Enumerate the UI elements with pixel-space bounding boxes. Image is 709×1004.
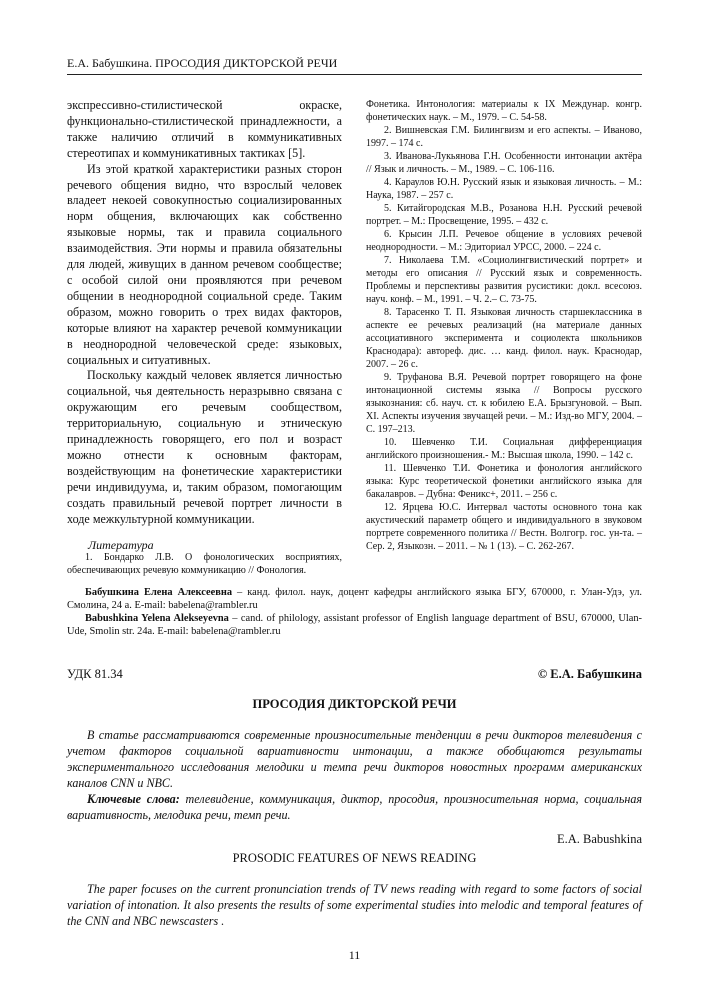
reference-item: 4. Караулов Ю.Н. Русский язык и языковая личность. – М.: Наука, 1987. – 257 с. — [366, 177, 642, 201]
abstract-ru-text: В статье рассматриваются современные произносительные тенденции в речи дикторов телевидения с учетом факторов социальной вариативности интонации, а также обобщаются результаты экспериментального исследования мелодики и темпа речи дикторов новостных программ американских каналов CNN и NBC. — [67, 728, 642, 790]
reference-item: 3. Иванова-Лукьянова Г.Н. Особенности интонации актёра // Язык и личность. – М., 1989. – С. 106-116. — [366, 151, 642, 175]
reference-item: 12. Ярцева Ю.С. Интервал частоты основного тона как акустический параметр общего и индивидуального в звуковом портрете современного политика // Вестн. Волгогр. гос. ун-та. – Сер. 2, Языкозн. – 2011. – № 1 (13). – С. 262-267. — [366, 502, 642, 552]
reference-item: 8. Тарасенко Т. П. Языковая личность старшеклассника в аспекте ее речевых реализаций (на материале данных ассоциативного эксперимента и социолекта школьников Краснодара): автореф. дис. … канд. филол. наук. Краснодар, 2007. – 26 с. — [366, 307, 642, 370]
body-paragraph: Из этой краткой характеристики разных сторон речевого общения видно, что взрослый человек владеет некоей совокупностью социализированных норм общения, включающих как собственно языковые нормы, так и правила социального взаимодействия. Эти нормы и правила обязательны для людей, живущих в данном речевом сообществе; с особой силой они проявляются при речевом общении в неоднородной социальной среде. Таким образом, можно говорить о трех видах факторов, которые влияют на характер речевой коммуникации в неоднородной человеческой среде: языковых, социальных и ситуативных. — [67, 161, 342, 367]
right-column-references — [366, 98, 642, 553]
literature-heading: Литература — [88, 538, 154, 552]
abstract-ru — [67, 727, 642, 823]
reference-continuation: Фонетика. Интонология: материалы к IX Междунар. конгр. фонетических наук. – М., 1979. – С. 54-58. — [366, 99, 642, 123]
author-name-ru: Бабушкина Елена Алексеевна — [85, 587, 233, 598]
reference-item: 5. Китайгородская М.В., Розанова Н.Н. Русский речевой портрет. – М.: Просвещение, 1995. – 432 с. — [366, 203, 642, 227]
author-info — [67, 586, 642, 638]
en-author: E.A. Babushkina — [556, 832, 642, 846]
udk-code: УДК 81.34 — [67, 667, 123, 681]
copyright: © Е.А. Бабушкина — [537, 667, 642, 681]
author-info-en — [67, 612, 642, 638]
running-header: Е.А. Бабушкина. ПРОСОДИЯ ДИКТОРСКОЙ РЕЧИ — [67, 56, 338, 70]
page-number: 11 — [348, 948, 361, 962]
keywords-label: Ключевые слова: — [87, 792, 180, 806]
reference-item: 6. Крысин Л.П. Речевое общение в условиях речевой неоднородности. – М.: Эдиториал УРСС, 2000. – 224 с. — [366, 229, 642, 253]
keywords-text: телевидение, коммуникация, диктор, просодия, произносительная норма, социальная вариативность, мелодика речи, темп речи. — [67, 792, 643, 822]
header-rule — [67, 74, 642, 75]
author-details-en: – cand. of philology, assistant professor of English language department of BSU, 670000, Ulan-Ude, Smolin str. 24a. E-mail: babelena@rambler.ru — [67, 613, 642, 637]
reference-item: 9. Труфанова В.Я. Речевой портрет говорящего на фоне интонационной системы языка // Вопросы русского языкознания: сб. науч. ст. к юбилею Е.А. Брызгуновой. – Вып. XI. Аспекты изучения звучащей речи. – М.: Изд-во МГУ, 2004. – С. 197–213. — [366, 372, 642, 435]
reference-item: 10. Шевченко Т.И. Социальная дифференциация английского произношения.- М.: Высшая школа, 1990. – 142 с. — [366, 437, 642, 461]
left-column — [67, 98, 342, 527]
reference-item: 1. Бондарко Л.В. О фонологических восприятиях, обеспечивающих речевую коммуникацию // Фонология. — [67, 552, 342, 576]
keywords — [67, 791, 642, 823]
abstract-en: The paper focuses on the current pronunciation trends of TV news reading with regard to some factors of social variation of intonation. It also presents the results of some experimental studies into melodic and temporal features of the CNN and NBC newscasters . — [67, 882, 642, 928]
author-info-ru — [67, 586, 642, 612]
author-name-en: Babushkina Yelena Alekseyevna — [85, 613, 229, 624]
reference-item: 11. Шевченко Т.И. Фонетика и фонология английского языка: Курс теоретической фонетики английского языка для бакалавров. – Дубна: Феникс+, 2011. – 256 с. — [366, 463, 642, 500]
reference-item: 2. Вишневская Г.М. Билингвизм и его аспекты. – Иваново, 1997. – 174 с. — [366, 125, 642, 149]
author-details-ru: – канд. филол. наук, доцент кафедры английского языка БГУ, 670000, г. Улан-Удэ, ул. Смолина, 24 а. E-mail: babelena@rambler.ru — [67, 587, 642, 611]
body-paragraph: экспрессивно-стилистической окраске, функционально-стилистической принадлежности, а также наличию отличий в коммуникативных стереотипах и коммуникативных тактиках [5]. — [67, 98, 342, 160]
body-paragraph: Поскольку каждый человек является личностью социальной, чья деятельность неразрывно связана с окружающим его речевым сообществом, территориальную, социальную и этническую принадлежность говорящего, его пол и возраст можно отнести к основным факторам, воздействующим на фонетические характеристики речи индивидуума, и, таким образом, помогающим создать правильный речевой портрет личности в ходе межкультурной коммуникации. — [67, 368, 342, 526]
article-title: ПРОСОДИЯ ДИКТОРСКОЙ РЕЧИ — [252, 697, 457, 711]
reference-item: 7. Николаева Т.М. «Социолингвистический портрет» и методы его описания // Русский язык и современность. Проблемы и перспективы развития русистики: докл. всесоюз. науч. конф. – М., 1991. – Ч. 2.– С. 73-75. — [366, 255, 642, 305]
en-title: PROSODIC FEATURES OF NEWS READING — [232, 851, 477, 865]
